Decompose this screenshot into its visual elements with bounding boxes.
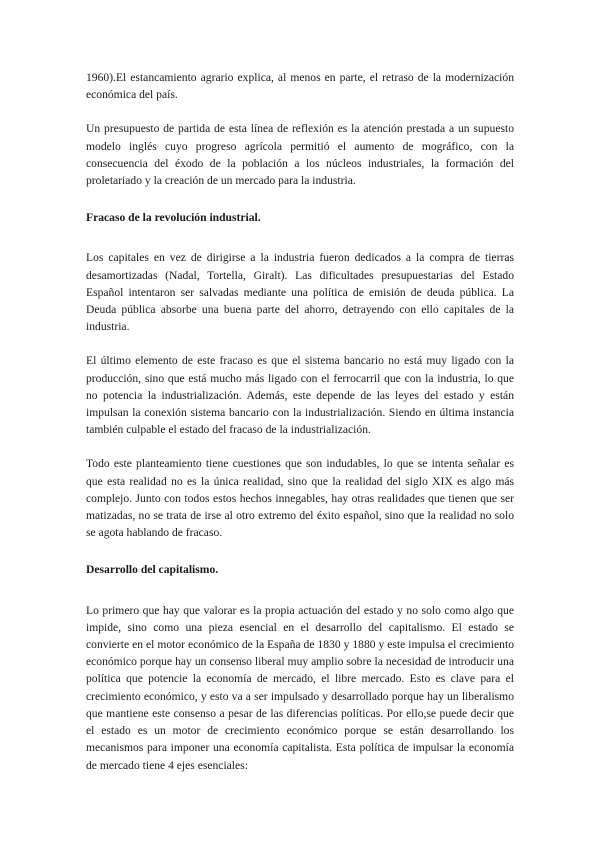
paragraph-english-model: Un presupuesto de partida de esta línea de reflexión es la atención prestada a un supuesto modelo inglés cuyo progreso agrícola permitió el aumento de mográfico, con la consecuencia del éxodo de la población a los núcleos industriales, la formación del proletariado y la creación de un mercado para la industria.: [86, 122, 514, 188]
paragraph-gap: [86, 335, 514, 352]
paragraph-gap: [86, 579, 514, 602]
paragraph-gap: [86, 541, 514, 561]
paragraph-planteamiento: Todo este planteamiento tiene cuestiones que son indudables, lo que se intenta señalar es que esta realidad no es la única realidad, sino que la realidad del siglo XIX es algo más complejo. Junto con todos estos hechos innegables, hay otras realidades que tienen que ser matizadas, no se trata de irse al otro extremo del éxito español, sino que la realidad no solo se agota hablando de fracaso.: [86, 457, 514, 540]
document-page: [86, 69, 514, 774]
paragraph-capitales: Los capitales en vez de dirigirse a la industria fueron dedicados a la compra de tierras desamortizadas (Nadal, Tortella, Giralt). Las dificultades presupuestarias del Estado Español intentaron ser salvadas mediante una política de emisión de deuda pública. La Deuda pública absorbe una buena parte del ahorro, detrayendo con ello capitales de la industria.: [86, 251, 514, 334]
paragraph-gap: [86, 103, 514, 120]
paragraph-sistema-bancario: El último elemento de este fracaso es que el sistema bancario no está muy ligado con la producción, sino que está mucho más ligado con el ferrocarril que con la industria, lo que no potencia la industrialización. Además, este depende de las leyes del estado y están impulsan la conexión sistema bancario con la industrialización. Siendo en última instancia también culpable el estado del fracaso de la industrialización.: [86, 354, 514, 437]
paragraph-gap: [86, 226, 514, 249]
paragraph-intro-continuation: 1960).El estancamiento agrario explica, al menos en parte, el retraso de la modernización económica del país.: [86, 71, 514, 102]
paragraph-gap: [86, 438, 514, 455]
paragraph-gap: [86, 189, 514, 209]
section-heading-fracaso: Fracaso de la revolución industrial.: [86, 211, 261, 225]
section-heading-capitalismo: Desarrollo del capitalismo.: [86, 563, 219, 577]
paragraph-estado-motor: Lo primero que hay que valorar es la propia actuación del estado y no solo como algo que impide, sino como una pieza esencial en el desarrollo del capitalismo. El estado se convierte en el motor económico de la España de 1830 y 1880 y este impulsa el crecimiento económico porque hay un consenso liberal muy amplio sobre la necesidad de introducir una política que potencie la economía de mercado, el libre mercado. Esto es clave para el crecimiento económico, y esto va a ser impulsado y desarrollado porque hay un liberalismo que mantiene este consenso a pesar de las diferencias políticas. Por ello,se puede decir que el estado es un motor de crecimiento económico porque se están desarrollando los mecanismos para imponer una economía capitalista. Esta política de impulsar la economía de mercado tiene 4 ejes esenciales:: [86, 603, 514, 772]
